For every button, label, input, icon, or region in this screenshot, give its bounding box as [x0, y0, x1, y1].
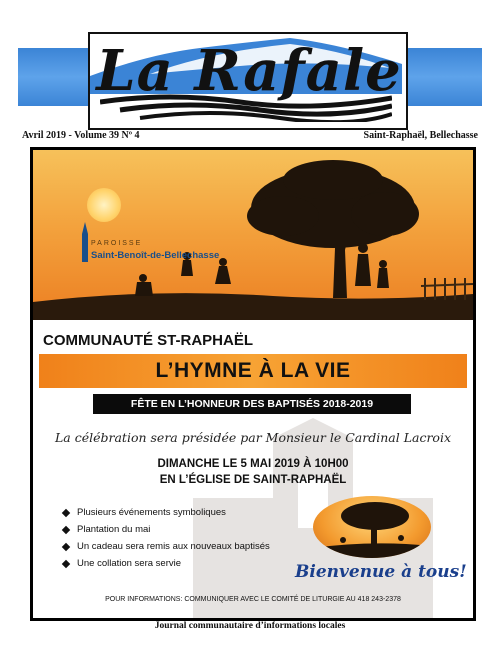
masthead: [0, 0, 500, 141]
list-item: Une collation sera servie: [63, 555, 270, 572]
location-info: Saint-Raphaël, Bellechasse: [363, 130, 478, 141]
community-heading: COMMUNAUTÉ ST-RAPHAËL: [43, 332, 253, 349]
sunset-scene: [33, 150, 473, 320]
diamond-bullet-icon: [62, 525, 70, 533]
tree-icon: [313, 496, 431, 558]
footer-tagline: Journal communautaire d’informations locales: [154, 621, 346, 631]
poster-subheadline: FÊTE EN L’HONNEUR DES BAPTISÉS 2018-2019: [130, 398, 374, 410]
list-item: Plusieurs événements symboliques: [63, 504, 270, 521]
diamond-bullet-icon: [62, 542, 70, 550]
events-list: [63, 504, 270, 572]
parish-label: PAROISSE: [91, 240, 143, 247]
event-poster: [30, 147, 476, 621]
event-location: EN L’ÉGLISE DE SAINT-RAPHAËL: [159, 474, 347, 486]
publication-logo: La Rafale: [96, 38, 402, 104]
diamond-bullet-icon: [62, 508, 70, 516]
presided-by-text: La célébration sera présidée par Monsieur le Cardinal Lacroix: [54, 430, 451, 445]
parish-name: Saint-Benoît-de-Bellechasse: [91, 250, 220, 261]
poster-headline: L’HYMNE À LA VIE: [155, 359, 351, 382]
list-item: Plantation du mai: [63, 521, 270, 538]
tree-oval-image: [313, 496, 431, 558]
event-date: DIMANCHE LE 5 MAI 2019 À 10H00: [157, 458, 349, 470]
list-item: Un cadeau sera remis aux nouveaux baptisés: [63, 538, 270, 555]
issue-info: Avril 2019 - Volume 39 Nº 4: [22, 130, 140, 141]
welcome-text: Bienvenue à tous!: [295, 562, 467, 582]
contact-info: POUR INFORMATIONS: COMMUNIQUER AVEC LE COMITÉ DE LITURGIE AU 418 243-2378: [105, 596, 401, 603]
diamond-bullet-icon: [62, 559, 70, 567]
wave-swoosh-graphic: [100, 92, 392, 122]
tree-silhouette-graphic: [33, 150, 473, 320]
